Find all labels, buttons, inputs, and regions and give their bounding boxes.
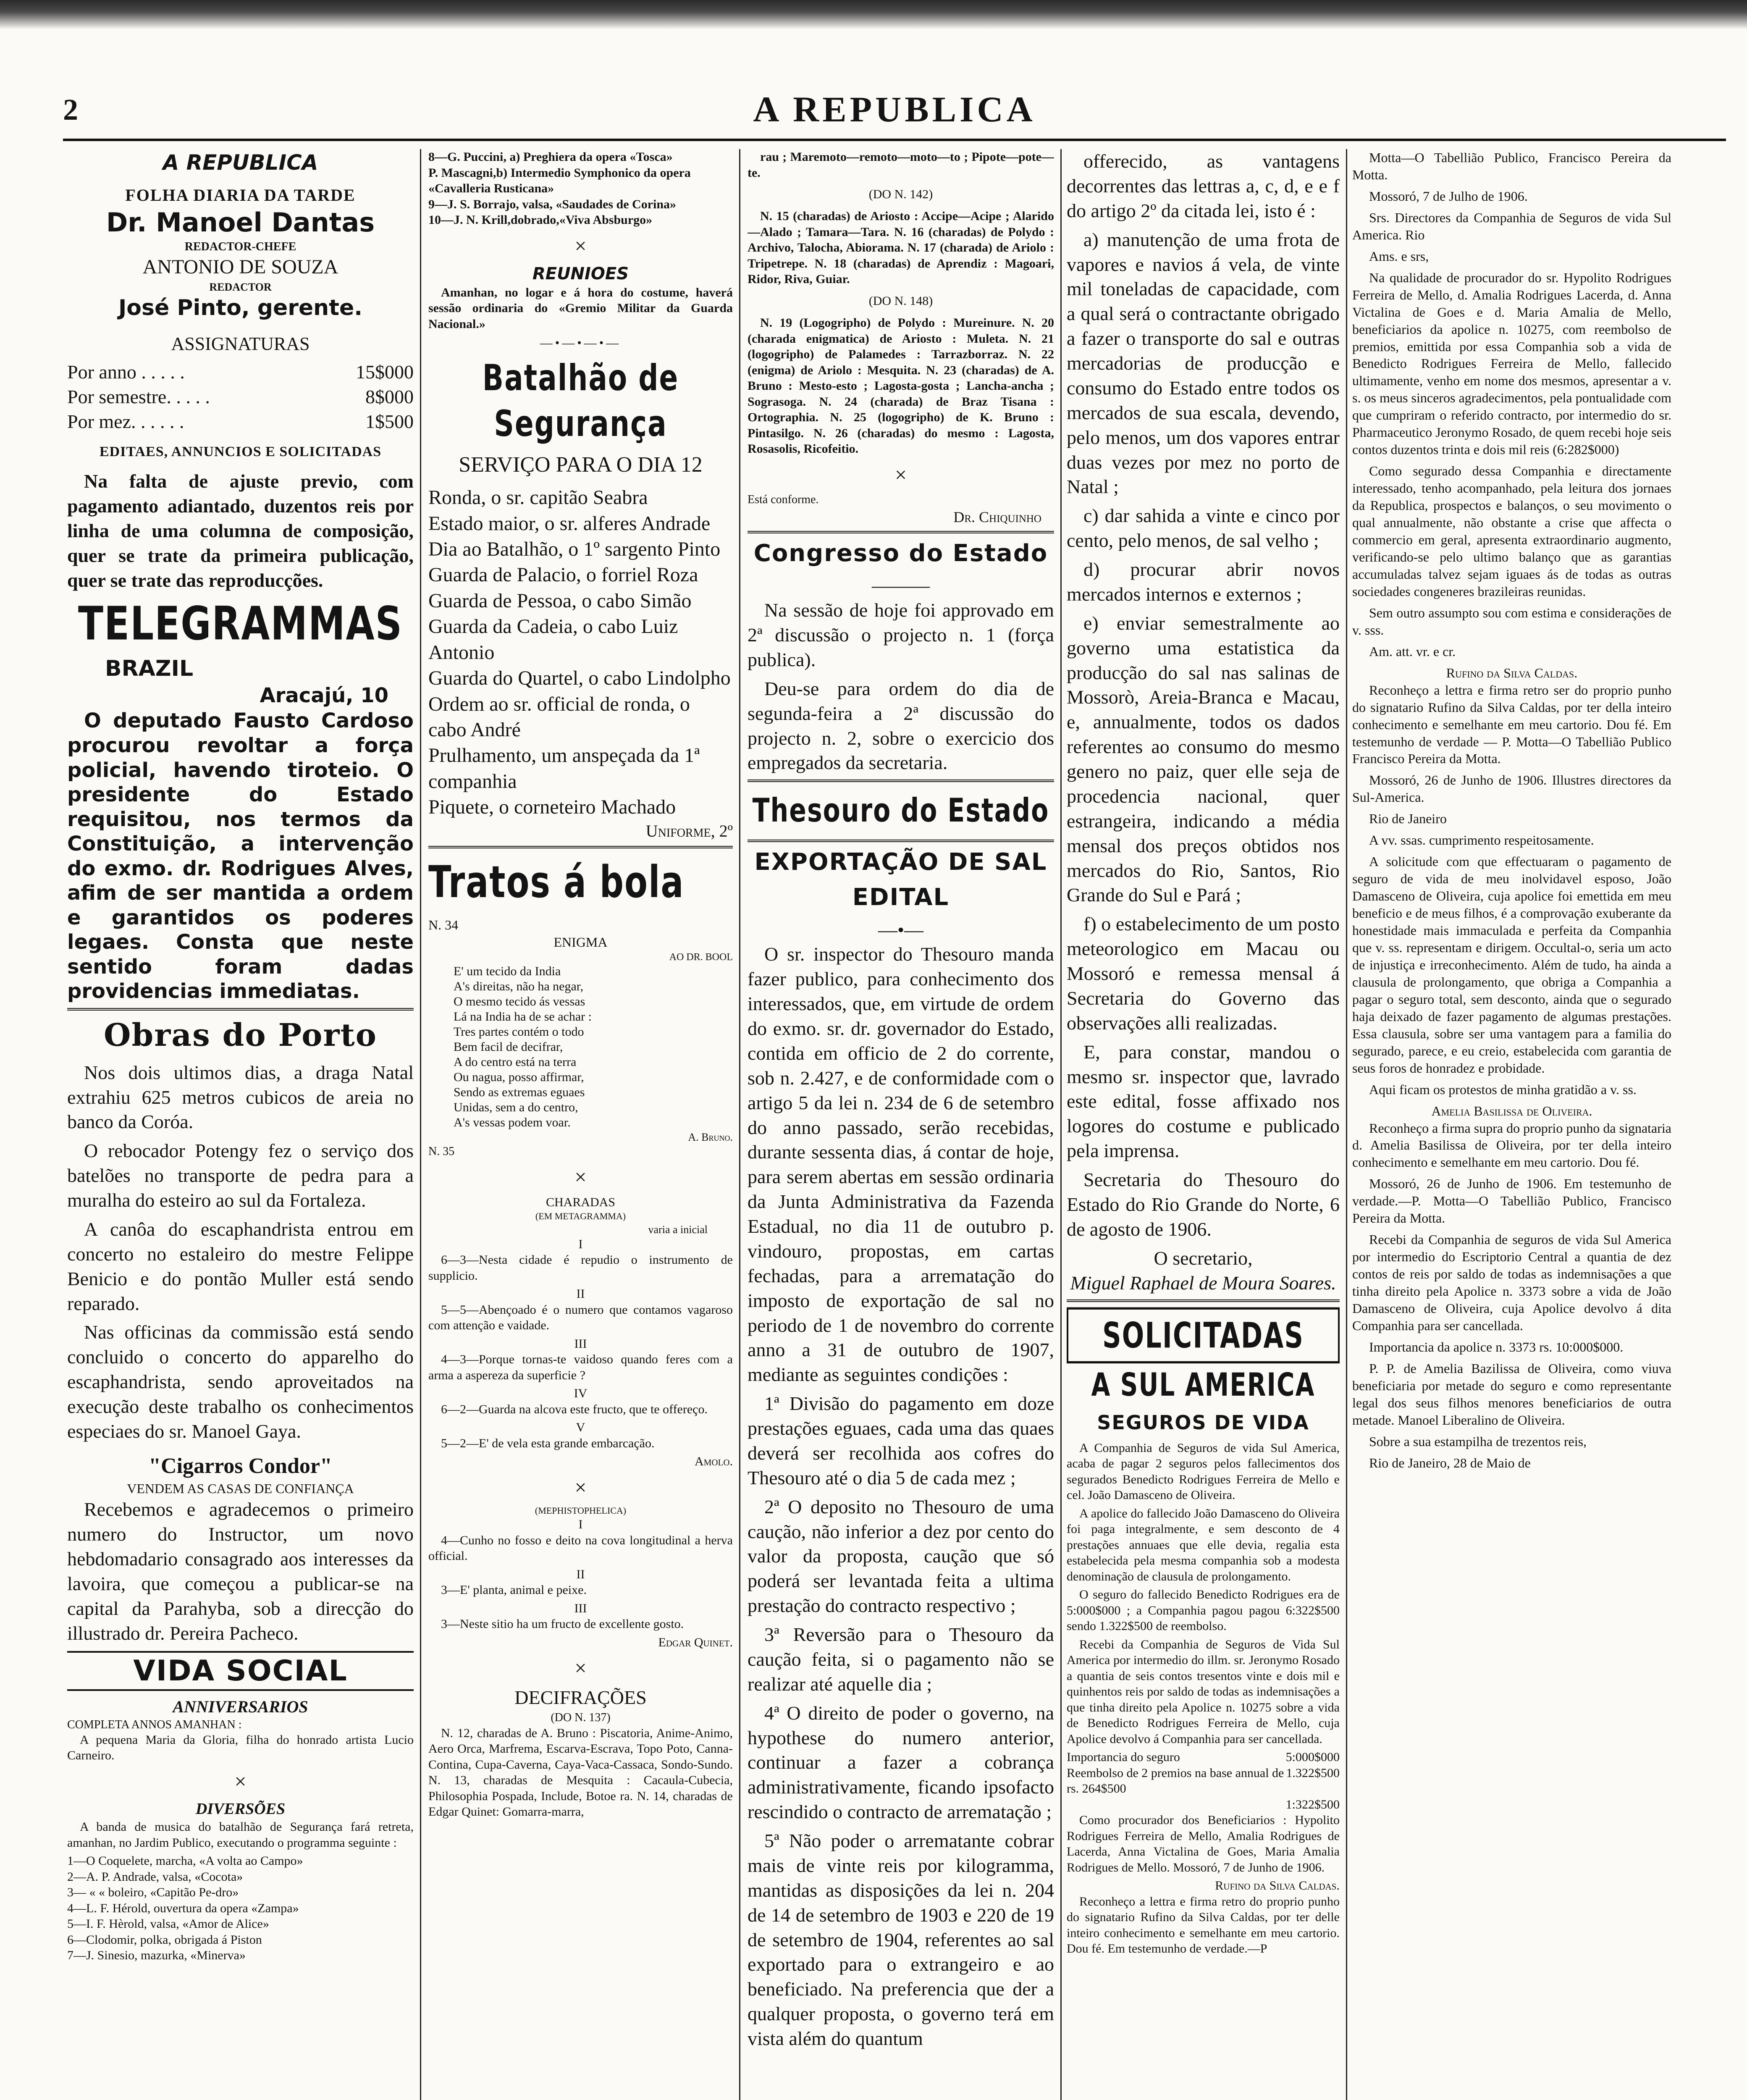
letter-paragraph: Mossoró, 26 de Junho de 1906. Illustres directores da Sul-America. <box>1352 772 1671 805</box>
cigarros-heading: "Cigarros Condor" <box>149 1454 332 1478</box>
receipt-value: 1.322$500 <box>1286 1766 1340 1780</box>
poem-line: Ou nagua, posso affirmar, <box>454 1070 584 1084</box>
batalhao-heading: Batalhão de Segurança <box>482 357 679 445</box>
puzzle-number: N. 34 <box>428 917 459 933</box>
edital-closing: E, para constar, mandou o mesmo sr. inspector que, lavrado este edital, fosse affixado nos logores do costume e publicado pela imprensa. <box>1067 1041 1340 1162</box>
charadas-sub: (EM METAGRAMMA) <box>535 1211 626 1222</box>
charada-text: 3—Neste sitio ha um fructo de excellente gosto. <box>441 1617 684 1631</box>
decifracoes-text: N. 15 (charadas) de Ariosto : Accipe—Acipe ; Alarido—Alado ; Tamara—Tara. N. 16 (charadas) de Polydo : Archivo, Talocha, Abiorama. N. 17 (charada) de Ariolo : Tripetrepe. N. 18 (charadas) de Aprendiz : Magoari, Ridor, Riva, Guiar. <box>748 209 1054 286</box>
program-item: 7—J. Sinesio, mazurka, «Minerva» <box>67 1948 246 1963</box>
letter-paragraph: A vv. ssas. cumprimento respeitosamente. <box>1369 832 1594 848</box>
edital-condition: 2ª O deposito no Thesouro de uma caução, não inferior a dez por cento do valor da proposta, caução que só poderá ser levantada feita a ultima prestação do contracto respectivo ; <box>748 1496 1054 1617</box>
charadas-signature: Amolo. <box>695 1454 733 1469</box>
service-entry: Ordem ao sr. official de ronda, o cabo André <box>428 693 690 741</box>
enigma-signature: A. Bruno. <box>688 1131 733 1143</box>
price-row <box>67 385 414 410</box>
edital-item: f) o estabelecimento de um posto meteorologico em Macau ou Mossoró e remessa mensal á Secretaria do Governo das observações alli realizadas. <box>1067 913 1340 1034</box>
column-rule <box>1060 149 1062 2100</box>
solicitadas-heading: SOLICITADAS <box>1067 1307 1340 1364</box>
charada-text: 4—3—Porque tornas-te vaidoso quando feres com a arma a aspereza da superficie ? <box>428 1352 733 1382</box>
enigma-heading: ENIGMA <box>553 934 608 950</box>
column-rule <box>420 149 421 2100</box>
divider <box>748 531 1054 533</box>
poem-line: A's direitas, não ha negar, <box>454 979 584 993</box>
column-2 <box>428 149 733 2100</box>
telegram-body <box>67 709 414 1004</box>
seguros-heading: SEGUROS DE VIDA <box>1097 1411 1309 1434</box>
redactor-chief-name: ANTONIO DE SOUZA <box>142 256 338 278</box>
anniversaries-text: A pequena Maria da Gloria, filha do honrado artista Lucio Carneiro. <box>67 1732 414 1763</box>
letter-paragraph: Na qualidade de procurador do sr. Hypolito Rodrigues Ferreira de Mello, d. Amalia Rodrigues Lacerda, d. Anna Victalina de Goes e d. Maria Amalia de Mello, beneficiarios da apolice n. 10275, com reembolso de premios, emittida por essa Companhia sob a vida de Benedicto Rodrigues Ferreira de Mello, fallecido ultimamente, venho em nome dos mesmos, apresentar a v. s. os meus sinceros agradecimentos, pela pontualidade com que cumpriram o referido contracto, por intermedio do sr. Pharmaceutico Jeronymo Rosado, de quem recebi hoje seis contos duzentos trinta e dois mil reis (6:282$000) <box>1352 270 1671 457</box>
poem-line: E' um tecido da India <box>454 964 561 978</box>
porto-paragraph: Nos dois ultimos dias, a draga Natal extrahiu 625 metros cubicos de areia no banco da Coróa. <box>67 1061 414 1133</box>
seguros-paragraph: A Companhia de Seguros de vida Sul America, acaba de pagar 2 seguros pelos fallecimentos dos segurados Benedicto Rodrigues Ferreira de Mello e cel. João Damasceno de Oliveira. <box>1067 1441 1340 1502</box>
letter-signature: Amelia Basilissa de Oliveira. <box>1431 1103 1592 1118</box>
tratos-heading: Tratos á bola <box>428 856 685 908</box>
letter-paragraph: Aqui ficam os protestos de minha gratidão a v. ss. <box>1369 1082 1637 1097</box>
program-item: 2—A. P. Andrade, valsa, «Cocota» <box>67 1869 243 1884</box>
anniversaries-heading: ANNIVERSARIOS <box>173 1697 308 1716</box>
price-value: 1$500 <box>365 410 414 432</box>
divider <box>748 780 1054 782</box>
redactor-label: REDACTOR <box>209 281 272 293</box>
anniversaries-sub: COMPLETA ANNOS AMANHAN : <box>67 1718 242 1731</box>
price-row <box>67 360 414 385</box>
subscriptions-label: ASSIGNATURAS <box>171 333 310 354</box>
decifracoes-ref: (DO N. 137) <box>551 1711 611 1724</box>
masthead <box>63 84 1726 141</box>
charada-number: IV <box>574 1386 588 1401</box>
divider <box>1067 1299 1340 1302</box>
receipt-value: 1:322$500 <box>1285 1797 1340 1811</box>
divider <box>428 846 733 848</box>
charadas-note: varia a inicial <box>648 1223 708 1236</box>
secretario-name: Miguel Raphael de Moura Soares. <box>1070 1272 1336 1294</box>
charada-text: 3—E' planta, animal e peixe. <box>441 1583 587 1597</box>
letter-paragraph: Mossoró, 7 de Julho de 1906. <box>1369 188 1528 204</box>
separator-mark: × <box>574 1475 587 1499</box>
diversoes-heading: DIVERSÕES <box>195 1800 286 1818</box>
letter-paragraph: Recebi da Companhia de seguros de vida Sul America por intermedio do Escriptorio Central a quantia de dez contos de reis por saldo de todas as indemnisações a que tinha direito pela Apolice n. 3373 sobre a vida de João Damasceno de Oliveira, cuja Apolice devolvo á dita Companhia para ser cancellada. <box>1352 1232 1671 1333</box>
price-label: Por anno . . . . . <box>67 361 185 383</box>
receipt-label: Importancia do seguro <box>1067 1750 1180 1764</box>
edital-item: e) enviar semestralmente ao governo uma estatistica da producção do sal nas salinas de Mossorò, Areia-Branca e Macau, e, annualmente, todos os dados referentes ao consumo do mesmo genero no paiz, quer elle seja de procedencia nacional, quer estrangeira, indicando a média mensal dos preços obtidos nos mercados do Rio, Santos, Rio Grande do Sul e Pará ; <box>1067 612 1340 906</box>
poem-line: A's vessas podem voar. <box>454 1115 571 1129</box>
column-5 <box>1352 149 1671 2100</box>
country-label: BRAZIL <box>105 656 194 682</box>
separator-mark: × <box>574 1656 587 1680</box>
service-entry: Prulhamento, um anspeçada da 1ª companhia <box>428 744 700 793</box>
service-entry: Guarda do Quartel, o cabo Lindolpho <box>428 667 731 690</box>
manager-name: José Pinto, gerente. <box>118 295 363 321</box>
letter-paragraph: Srs. Directores da Companhia de Seguros de vida Sul America. Rio <box>1352 210 1671 242</box>
conforme-text: Está conforme. <box>748 493 819 506</box>
edital-condition: 1ª Divisão do pagamento em doze prestações eguaes, cada uma das quaes deverá ser recolhida aos cofres do Thesouro até o dia 5 de cada mez ; <box>748 1393 1054 1488</box>
telegram-text: O deputado Fausto Cardoso procurou revoltar a força policial, havendo tiroteio. O presidente do Estado requisitou, nos termos da Constituição, a intervenção do exmo. dr. Rodrigues Alves, afim de ser mantida a ordem e garantidos os poderes legaes. Consta que neste sentido foram dadas providencias immediatas. <box>67 709 414 1003</box>
seguros-paragraph: Reconheço a lettra e firma retro do proprio punho do signatario Rufino da Silva Caldas, por ter delle inteiro conhecimento e semelhante em meu cartorio. Dou fé. Em testemunho de verdade.—P <box>1067 1894 1340 1956</box>
conforme-signature: Dr. Chiquinho <box>953 508 1041 525</box>
edital-item: a) manutenção de uma frota de vapores e navios á vela, de vinte mil toneladas de capacidade, com a qual será o contractante obrigado a fazer o transporte do sal e outras mercadorias de producção e consumo do Estado entre todos os mercados de sua escala, devendo, pelo menos, um dos vapores entrar duas vezes por mez no porto de Natal ; <box>1067 228 1340 498</box>
edital-item: d) procurar abrir novos mercados internos e externos ; <box>1067 559 1340 605</box>
porto-heading: Obras do Porto <box>104 1017 377 1053</box>
mephistophelica-signature: Edgar Quinet. <box>658 1635 733 1649</box>
thesouro-heading: Thesouro do Estado <box>752 791 1049 830</box>
redactor-chief-label: REDACTOR-CHEFE <box>184 240 296 253</box>
letter-signature: Rufino da Silva Caldas. <box>1446 665 1578 680</box>
charada-number: I <box>578 1237 583 1251</box>
poem-line: Sendo as extremas eguaes <box>454 1085 585 1099</box>
edital-item: c) dar sahida a vinte e cinco por cento, pelo menos, de sal velho ; <box>1067 505 1340 551</box>
column-rule <box>739 149 740 2100</box>
page-number: 2 <box>63 93 78 126</box>
service-entry: Piquete, o corneteiro Machado <box>428 796 676 819</box>
enigma-poem <box>428 964 733 1130</box>
program-item: 3— « « boleiro, «Capitão Pe-dro» <box>67 1885 239 1900</box>
charada-number: III <box>574 1336 587 1351</box>
poem-line: Bem facil de decifrar, <box>454 1040 563 1054</box>
service-entry: Dia ao Batalhão, o 1º sargento Pinto <box>428 538 721 560</box>
porto-paragraph: A canôa do escaphandrista entrou em concerto no estaleiro do mestre Felippe Benicio e do pontão Muller está sendo reparado. <box>67 1218 414 1314</box>
editals-label: EDITAES, ANNUNCIOS E SOLICITADAS <box>99 444 382 459</box>
charada-number: III <box>574 1601 587 1615</box>
charada-text: 6—2—Guarda na alcova este fructo, que te offereço. <box>441 1402 708 1416</box>
letter-paragraph: Reconheço a lettra e firma retro ser do proprio punho do signatario Rufino da Silva Caldas, por ter della inteiro conhecimento e semelhante em meu cartorio. Dou fé. Em testemunho de verdade — P. Motta—O Tabellião Publico Francisco Pereira da Motta. <box>1352 682 1671 766</box>
congresso-heading: Congresso do Estado <box>753 539 1048 567</box>
edital-date: Secretaria do Thesouro do Estado do Rio Grande do Norte, 6 de agosto de 1906. <box>1067 1169 1340 1240</box>
receipt-row <box>1067 1749 1340 1765</box>
enigma-dedication: AO DR. BOOL <box>669 952 733 963</box>
edital-condition: 5ª Não poder o arrematante cobrar mais de vinte reis por kilogramma, mantidas as disposições da lei n. 204 de 14 de setembro de 1903 e 220 de 19 de setembro de 1904, referentes ao sal exportado para o extrangeiro e ao beneficiado. Na preferencia que der a qualquer proposta, o governo terá em vista além do quantum <box>748 1830 1054 2049</box>
edital-heading: EDITAL <box>852 883 950 911</box>
telegram-dateline: Aracajú, 10 <box>260 684 388 707</box>
seguros-paragraph: Recebi da Companhia de Seguros de Vida Sul America por intermedio do illm. sr. Jeronymo Rosado a quantia de seis contos tresentos vinte e dois mil e quinhentos reis por saldo de todas as indemnisações a que tinha direito pela Apolice n. 10275 sobre a vida de Benedicto Rodrigues Ferreira de Mello, cuja Apolice devolvo á Companhia para ser cancellada. <box>1067 1637 1340 1746</box>
letter-paragraph: A solicitude com que effectuaram o pagamento de seguro de vida de meu inolvidavel esposo, João Damasceno de Oliveira, cuja apolice foi emettida em meu beneficio e de meus filhos, é a comprovação exuberante da honestidade mais immaculada e perfeita da Companhia que v. ss. representam e dirigem. Occultal-o, seria um acto de injustiça e irreconhecimento. Além de tudo, ha ainda a clausula de prolongamento, que obriga a Companhia a pagar o seguro total, sem desconto, ainda que o segurado haja deixado de fazer pagamento de algumas prestações. Essa clausula, sobre ser uma vantagem para a familia do segurado, parece, e eu creio, estabelecida com garantia de seus foros de honradez e probidade. <box>1352 854 1671 1076</box>
letter-paragraph: Sem outro assumpto sou com estima e considerações de v. sss. <box>1352 605 1671 638</box>
divider-short: ——— <box>872 575 930 596</box>
program-item: 1—O Coquelete, marcha, «A volta ao Campo» <box>67 1854 303 1868</box>
service-entry: Guarda da Cadeia, o cabo Luiz Antonio <box>428 615 678 664</box>
column-1 <box>67 149 414 2100</box>
letter-paragraph: Importancia da apolice n. 3373 rs. 10:000$000. <box>1369 1339 1624 1354</box>
mephistophelica-heading: (MEPHISTOPHELICA) <box>535 1505 627 1516</box>
price-label: Por mez. . . . . . <box>67 410 184 432</box>
letter-paragraph: Mossoró, 26 de Junho de 1906. Em testemunho de verdade.—P. Motta—O Tabellião Publico, Francisco Pereira da Motta. <box>1352 1176 1671 1226</box>
letter-paragraph: Rio de Janeiro, 28 de Maio de <box>1369 1455 1531 1470</box>
poem-line: O mesmo tecido ás vessas <box>454 994 585 1008</box>
price-value: 8$000 <box>365 386 414 407</box>
masthead-sub: FOLHA DIARIA DA TARDE <box>125 186 356 205</box>
receipt-row <box>1067 1765 1340 1797</box>
telegrams-heading: TELEGRAMMAS <box>78 596 403 651</box>
separator-mark: × <box>574 1165 587 1189</box>
charada-number: V <box>576 1420 585 1435</box>
cigarros-sub: VENDEM AS CASAS DE CONFIANÇA <box>127 1481 354 1496</box>
reunioes-heading: REUNIOES <box>532 264 629 284</box>
editals-text: Na falta de ajuste previo, com pagamento adiantado, duzentos reis por linha de uma columna de composição, quer se trate da primeira publicação, quer se trate das reproducções. <box>67 470 414 591</box>
price-value: 15$000 <box>356 361 414 383</box>
program-item: 10—J. N. Krill,dobrado,«Viva Absburgo» <box>428 213 653 227</box>
exportacao-heading: EXPORTAÇÃO DE SAL <box>754 848 1047 876</box>
reunioes-text: Amanhan, no logar e á hora do costume, haverá sessão ordinaria do «Gremio Militar da Guarda Nacional.» <box>428 285 733 331</box>
letter-paragraph: Ams. e srs, <box>1369 248 1429 264</box>
edital-paragraph: O sr. inspector do Thesouro manda fazer publico, para conhecimento dos interessados, que, em virtude de ordem do exmo. sr. dr. governador do Estado, contida em officio de 2 do corrente, sob n. 2.427, e de conformidade com o artigo 5 da lei n. 234 de 6 de setembro do anno passado, serão recebidas, durante sessenta dias, á contar de hoje, para serem abertas em sessão ordinaria da Junta Administrativa da Fazenda Estadual, no dia 11 de outubro p. vindouro, propostas, em cartas fechadas, para a arrematação do imposto de exportação de sal no periodo de 1 de novembro do corrente anno a 31 de outubro de 1907, mediante as seguintes condições : <box>748 943 1054 1386</box>
price-row <box>67 410 414 434</box>
program-item: P. Mascagni,b) Intermedio Symphonico da opera «Cavalleria Rusticana» <box>428 165 691 195</box>
program-item: 8—G. Puccini, a) Preghiera da opera «Tosca» <box>428 150 673 164</box>
servico-heading: SERVIÇO PARA O DIA 12 <box>459 452 703 477</box>
seguros-paragraph: A apolice do fallecido João Damasceno do Oliveira foi paga integralmente, e sem desconto de 4 prestações annuaes que elle devia, regalia esta estabelecida pela mesma companhia sob a modesta denominação de clausula de prolongamento. <box>1067 1506 1340 1583</box>
column-4 <box>1067 149 1340 2100</box>
seguros-paragraph: Como procurador dos Beneficiarios : Hypolito Rodrigues Ferreira de Mello, Amalia Rodrigues de Lacerda, Anna Victalina de Goes, Maria Amalia Rodrigues de Mello. Mossoró, 7 de Junho de 1906. <box>1067 1813 1340 1874</box>
porto-paragraph: Nas officinas da commissão está sendo concluido o concerto do apparelho do escaphandrista, sendo aproveitados na execução deste trabalho os conhecimentos especiaes do sr. Manoel Gaya. <box>67 1321 414 1442</box>
divider-short: —•— <box>878 919 924 940</box>
letter-paragraph: P. P. de Amelia Bazilissa de Oliveira, como viuva beneficiaria por metade do seguro e como representante legal dos seus filhos menores beneficiarios de outra metade. Manoel Liberalino de Oliveira. <box>1352 1360 1671 1428</box>
divider <box>67 1008 414 1011</box>
separator-mark: × <box>234 1769 247 1793</box>
program-item: 9—J. S. Borrajo, valsa, «Saudades de Corina» <box>428 197 677 211</box>
congresso-paragraph: Deu-se para ordem do dia de segunda-feira a 2ª discussão do projecto n. 2, sobre o exercicio dos empregados da secretaria. <box>748 677 1054 774</box>
sul-america-heading: A SUL AMERICA <box>1091 1366 1315 1403</box>
letter-paragraph: Am. att. vr. e cr. <box>1369 643 1456 659</box>
puzzle-number: N. 35 <box>428 1145 455 1158</box>
edital-cont: offerecido, as vantagens decorrentes das lettras a, c, d, e e f do artigo 2º da citada lei, isto é : <box>1067 150 1340 221</box>
letter-paragraph: Motta—O Tabellião Publico, Francisco Pereira da Motta. <box>1352 150 1671 182</box>
poem-line: Unidas, sem a do centro, <box>454 1100 578 1114</box>
decifracoes-ref: (DO N. 148) <box>868 294 933 308</box>
porto-paragraph: O rebocador Potengy fez o serviço dos batelões no transporte de pedra para a muralha do esteiro ao sul da Fortaleza. <box>67 1140 414 1211</box>
letter-paragraph: Como segurado dessa Companhia e directamente interessado, tenho acompanhado, pela leitura dos jornaes da Republica, prospectos e balanços, o seu movimento o qual annualmente, não obstante a crise que affecta o commercio em geral, apresenta extraordinario augmento, verificando-se pelo ultimo balanço que as garantias accumuladas talvez sejam iguaes ás de todas as outras sociedades congeneres brazileiras reunidas. <box>1352 463 1671 599</box>
decifracoes-text: N. 19 (Logogripho) de Polydo : Mureinure. N. 20 (charada enigmatica) de Ariosto : Muleta. N. 21 (logogripho) de Palamedes : Tarrazborraz. N. 22 (enigma) de Ariolo : Mesquita. N. 23 (charadas) de A. Bruno : Mesto-esto ; Lagosta-gosta ; Lancha-ancha ; Sograsoga. N. 24 (charada) de Braz Tisana : Ortographia. N. 25 (logogripho) de K. Bruno : Pintasilgo. N. 26 (charadas) do mesmo : Lagosta, Rosasolis, Ricofeitio. <box>748 316 1054 456</box>
receipt-value: 5:000$000 <box>1285 1750 1340 1764</box>
decifracoes-ref: (DO N. 142) <box>868 187 933 201</box>
poem-line: A do centro está na terra <box>454 1055 577 1069</box>
receipt-label: Reembolso de 2 premios na base annual de rs. 264$500 <box>1067 1766 1284 1796</box>
column-3 <box>748 149 1054 2100</box>
service-signature: Uniforme, 2º <box>645 821 733 840</box>
diversoes-text: A banda de musica do batalhão de Segurança fará retreta, amanhan, no Jardim Publico, executando o programma seguinte : <box>67 1820 414 1850</box>
decifracoes-cont: rau ; Maremoto—remoto—moto—to ; Pipote—pote—te. <box>748 150 1054 180</box>
charada-number: II <box>576 1567 585 1581</box>
service-entry: Estado maior, o sr. alferes Andrade <box>428 512 711 535</box>
program-item: 6—Clodomir, polka, obrigada á Piston <box>67 1932 262 1947</box>
letter-paragraph: Rio de Janeiro <box>1369 811 1447 827</box>
separator-mark: × <box>894 462 907 486</box>
received-paragraph: Recebemos e agradecemos o primeiro numero do Instructor, um novo hebdomadario consagrado aos interesses da lavoira, que começou a publicar-se na capital da Parahyba, sob a direcção do illustrado dr. Pereira Pacheco. <box>67 1499 414 1644</box>
paper-name: A REPUBLICA <box>753 89 1036 129</box>
charada-number: II <box>576 1287 585 1301</box>
letter-paragraph: Sobre a sua estampilha de trezentos reis, <box>1369 1433 1587 1449</box>
receipt-row <box>1067 1797 1340 1813</box>
service-entry: Guarda de Palacio, o forriel Roza <box>428 564 698 586</box>
edital-condition: 3ª Reversão para o Thesouro da caução feita, si o pagamento não se realizar até aquelle dia ; <box>748 1624 1054 1695</box>
masthead-title: A REPUBLICA <box>163 150 318 175</box>
charada-text: 5—2—E' de vela esta grande embarcação. <box>441 1436 655 1450</box>
program-item: 4—L. F. Hérold, ouvertura da opera «Zampa» <box>67 1901 299 1915</box>
decifracoes-text: N. 12, charadas de A. Bruno : Piscatoria, Anime-Animo, Aero Orca, Marfrema, Escarva-Escrava, Topo Poto, Canna-Contina, Cupa-Caverna, Caya-Vaca-Cassaca, Sondo-Sundo. N. 13, charadas de Mesquita : Cacaula-Cubecia, Philosophia Pospada, Include, Botoe ra. N. 14, charadas de Edgar Quinet: Gomarra-marra, <box>428 1726 733 1819</box>
letter-paragraph: Reconheço a firma supra do proprio punho da signataria d. Amelia Basilissa de Oliveira, por ter della inteiro conhecimento e semelhante em meu cartorio. Dou fé. <box>1352 1120 1671 1170</box>
secretario-label: O secretario, <box>1154 1247 1253 1269</box>
ornament: —•—•—•— <box>540 336 622 350</box>
vida-social-heading: VIDA SOCIAL <box>67 1651 414 1691</box>
decifracoes-heading: DECIFRAÇÕES <box>514 1687 647 1709</box>
divider <box>748 840 1054 842</box>
charadas-heading: CHARADAS <box>546 1195 616 1210</box>
price-label: Por semestre. . . . . <box>67 386 210 407</box>
seguros-paragraph: O seguro do fallecido Benedicto Rodrigues era de 5:000$000 ; a Companhia pagou pagou 6:322$500 sendo 1.322$500 de reembolso. <box>1067 1588 1340 1633</box>
director-name: Dr. Manoel Dantas <box>106 207 375 238</box>
edital-condition: 4ª O direito de poder o governo, na hypothese do numero anterior, continuar a fazer a cobrança administrativamente, ficando ipsofacto rescindido o contracto de arrematação ; <box>748 1702 1054 1823</box>
program-item: 5—I. F. Hèrold, valsa, «Amor de Alice» <box>67 1917 269 1931</box>
separator-mark: × <box>574 234 587 257</box>
charada-number: I <box>578 1517 583 1532</box>
charada-text: 6—3—Nesta cidade é repudio o instrumento de supplicio. <box>428 1253 733 1283</box>
scan-border <box>0 0 1747 29</box>
service-entry: Guarda de Pessoa, o cabo Simão <box>428 589 692 612</box>
seguros-signature: Rufino da Silva Caldas. <box>1215 1879 1340 1893</box>
service-entry: Ronda, o sr. capitão Seabra <box>428 486 648 509</box>
poem-line: Lá na India ha de se achar : <box>454 1009 592 1024</box>
congresso-paragraph: Na sessão de hoje foi approvado em 2ª discussão o projecto n. 1 (força publica). <box>748 599 1054 670</box>
column-rule <box>1346 149 1347 2100</box>
charada-text: 4—Cunho no fosso e deito na cova longitudinal a herva official. <box>428 1533 733 1563</box>
charada-text: 5—5—Abençoado é o numero que contamos vagaroso com attenção e vaidade. <box>428 1302 733 1333</box>
poem-line: Tres partes contém o todo <box>454 1024 584 1039</box>
